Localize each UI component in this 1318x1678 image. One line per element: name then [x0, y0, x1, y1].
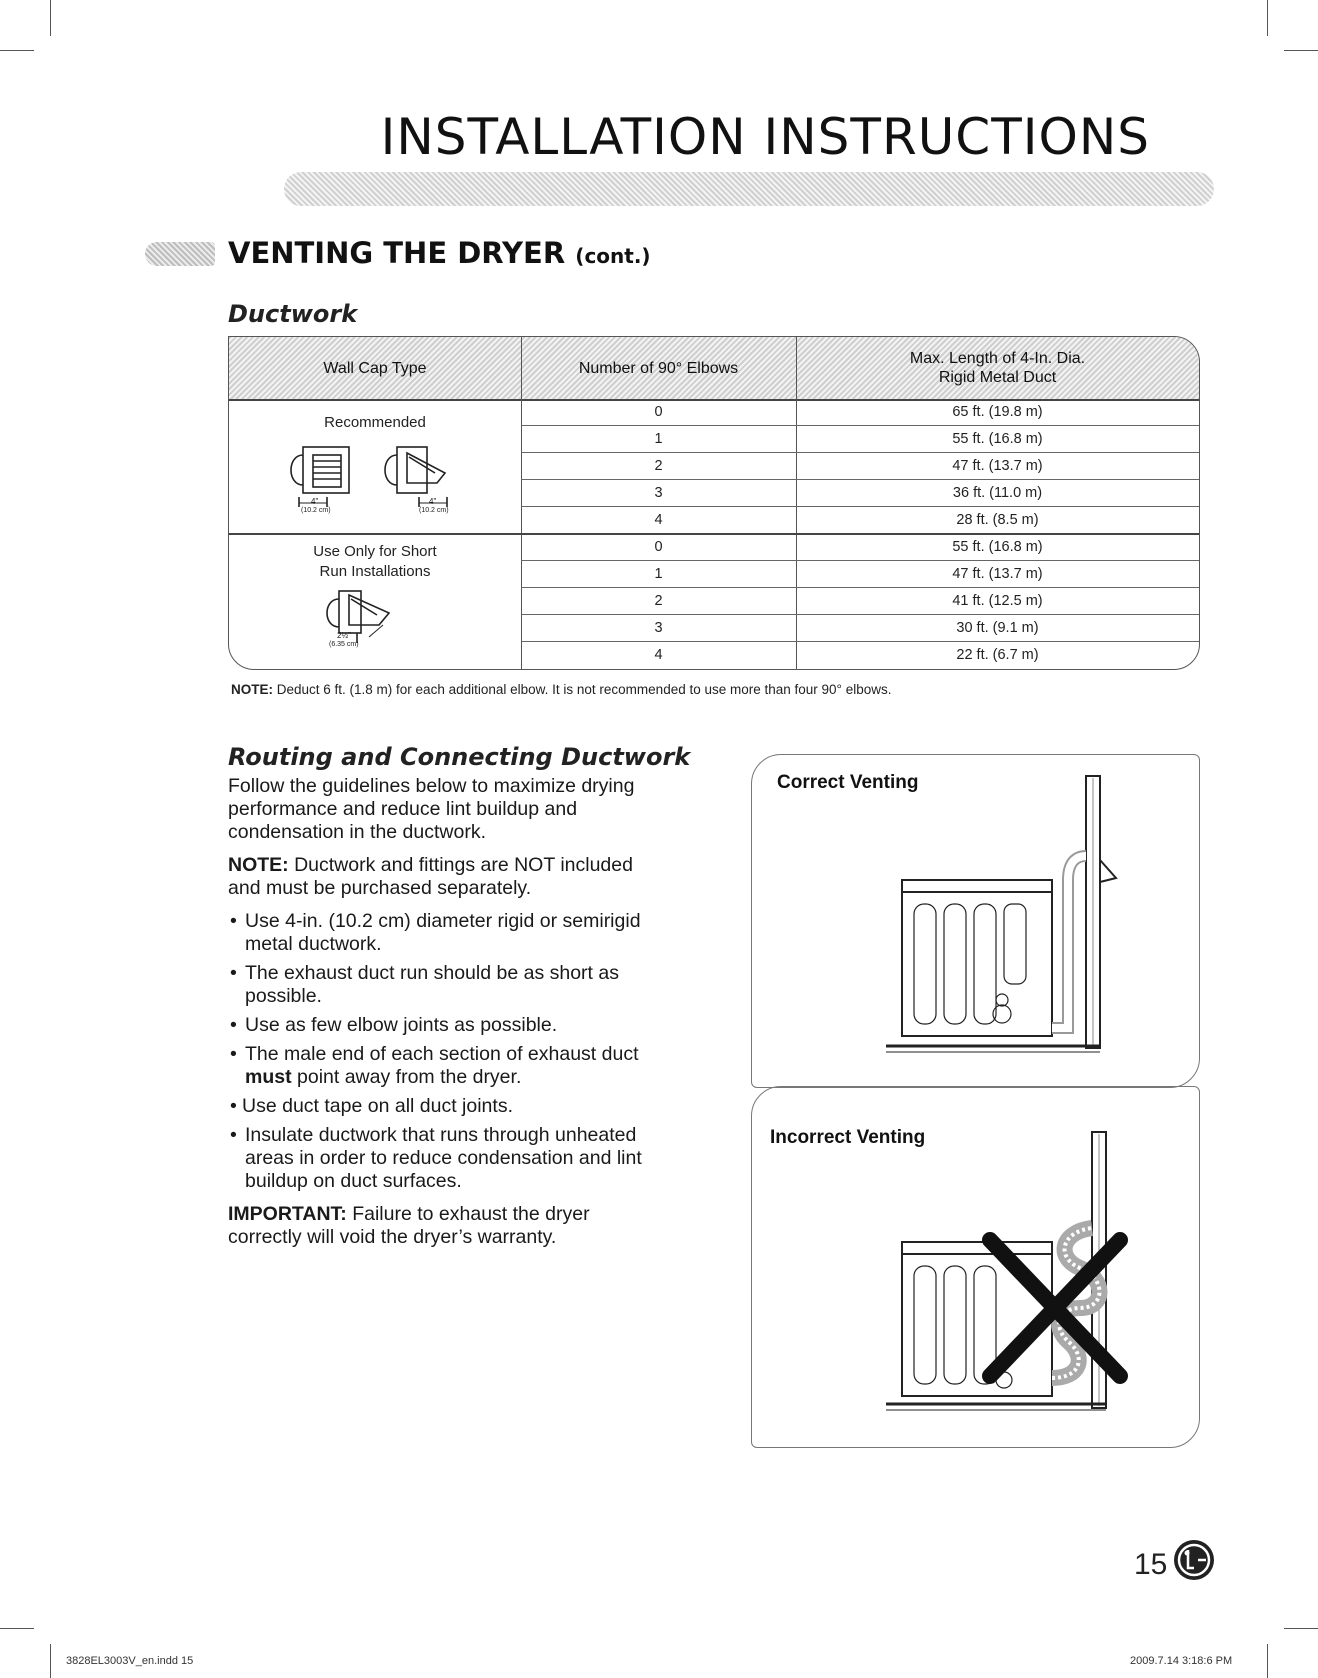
list-item — [228, 1043, 668, 1089]
wall-cap-short-run-label-line2: Run Installations — [319, 563, 431, 580]
routing-bullet-list — [228, 910, 668, 1193]
routing-heading: Routing and Connecting Ductwork — [228, 743, 691, 771]
crop-mark — [1267, 0, 1268, 36]
dimension-left-metric: (10.2 cm) — [301, 507, 331, 514]
elbows-cell: 3 — [654, 485, 663, 501]
ductwork-note-label: NOTE: — [231, 682, 273, 697]
crop-mark — [1284, 50, 1318, 51]
list-item: • Use as few elbow joints as possible. — [228, 1014, 668, 1037]
section-marker — [145, 242, 215, 266]
routing-important-label: IMPORTANT: — [228, 1203, 347, 1225]
correct-venting-label: Correct Venting — [777, 772, 919, 793]
crop-mark — [50, 1644, 51, 1678]
ductwork-note-text: Deduct 6 ft. (1.8 m) for each additional elbow. It is not recommended to use more than four 90° elbows. — [273, 682, 892, 697]
bullet-text: point away from the dryer. — [291, 1066, 522, 1088]
dimension-right-metric: (10.2 cm) — [419, 507, 449, 514]
column-header-elbows: Number of 90° Elbows — [578, 359, 739, 377]
routing-note-label: NOTE: — [228, 854, 289, 876]
bullet-text: The male end of each section of exhaust duct — [245, 1043, 639, 1065]
ductwork-heading: Ductwork — [228, 300, 358, 328]
list-item: • The exhaust duct run should be as short as possible. — [228, 962, 668, 1008]
length-cell: 55 ft. (16.8 m) — [952, 431, 1043, 447]
wall-cap-recommended-label: Recommended — [324, 414, 426, 431]
length-cell: 47 ft. (13.7 m) — [952, 458, 1043, 474]
routing-note — [228, 854, 668, 900]
header-bar — [284, 172, 1214, 206]
footer-timestamp: 2009.7.14 3:18:6 PM — [1130, 1655, 1233, 1667]
page-number: 15 — [1134, 1548, 1168, 1581]
elbows-cell: 0 — [654, 539, 663, 555]
elbows-cell: 4 — [654, 647, 663, 663]
routing-intro: Follow the guidelines below to maximize drying performance and reduce lint buildup and condensation in the ductwork. — [228, 775, 635, 843]
page-title: INSTALLATION INSTRUCTIONS — [380, 108, 1150, 166]
column-header-max-length-line2: Rigid Metal Duct — [938, 369, 1057, 386]
correct-venting-illustration — [880, 770, 1130, 1060]
length-cell: 30 ft. (9.1 m) — [956, 620, 1039, 636]
crop-mark — [0, 1628, 34, 1629]
crop-mark — [0, 50, 34, 51]
routing-important-text: Failure to exhaust the dryer correctly will void the dryer’s warranty. — [228, 1203, 590, 1248]
elbows-cell: 2 — [654, 458, 663, 474]
elbows-cell: 3 — [654, 620, 663, 636]
length-cell: 55 ft. (16.8 m) — [952, 539, 1043, 555]
list-item: • Insulate ductwork that runs through unheated areas in order to reduce condensation and lint buildup on duct surfaces. — [228, 1124, 668, 1193]
ductwork-table — [228, 336, 1200, 670]
column-header-wall-cap: Wall Cap Type — [323, 359, 427, 377]
elbows-cell: 0 — [654, 404, 663, 420]
crop-mark — [1284, 1628, 1318, 1629]
routing-note-text: Ductwork and fittings are NOT included and must be purchased separately. — [228, 854, 633, 899]
elbows-cell: 1 — [654, 431, 663, 447]
wall-cap-short-run-label-line1: Use Only for Short — [313, 543, 437, 560]
lg-logo-icon — [1172, 1538, 1216, 1582]
routing-body — [228, 775, 668, 1259]
incorrect-venting-label: Incorrect Venting — [770, 1127, 926, 1148]
footer-file-info: 3828EL3003V_en.indd 15 — [66, 1655, 194, 1667]
dimension-short-metric: (6.35 cm) — [329, 641, 359, 648]
elbows-cell: 2 — [654, 593, 663, 609]
column-header-max-length-line1: Max. Length of 4-In. Dia. — [909, 350, 1086, 367]
section-title-suffix: (cont.) — [575, 244, 651, 268]
length-cell: 41 ft. (12.5 m) — [952, 593, 1043, 609]
routing-important — [228, 1203, 668, 1249]
length-cell: 22 ft. (6.7 m) — [956, 647, 1039, 663]
dimension-right-label: 4" — [429, 497, 437, 506]
length-cell: 28 ft. (8.5 m) — [956, 512, 1039, 528]
list-item: • Use 4-in. (10.2 cm) diameter rigid or semirigid metal ductwork. — [228, 910, 668, 956]
crop-mark — [1267, 1644, 1268, 1678]
list-item: • Use duct tape on all duct joints. — [228, 1095, 668, 1118]
dimension-left-label: 4" — [311, 497, 319, 506]
elbows-cell: 4 — [654, 512, 663, 528]
section-title-text: VENTING THE DRYER — [228, 236, 566, 270]
length-cell: 36 ft. (11.0 m) — [952, 485, 1043, 501]
elbows-cell: 1 — [654, 566, 663, 582]
ductwork-note — [231, 682, 891, 697]
dimension-short-label: 2½" — [337, 631, 351, 640]
incorrect-venting-illustration — [880, 1128, 1140, 1418]
column-header-max-length — [796, 337, 1199, 399]
section-title — [228, 236, 651, 270]
length-cell: 65 ft. (19.8 m) — [952, 404, 1043, 420]
crop-mark — [50, 0, 51, 36]
bullet-emphasis: must — [245, 1066, 292, 1088]
length-cell: 47 ft. (13.7 m) — [952, 566, 1043, 582]
